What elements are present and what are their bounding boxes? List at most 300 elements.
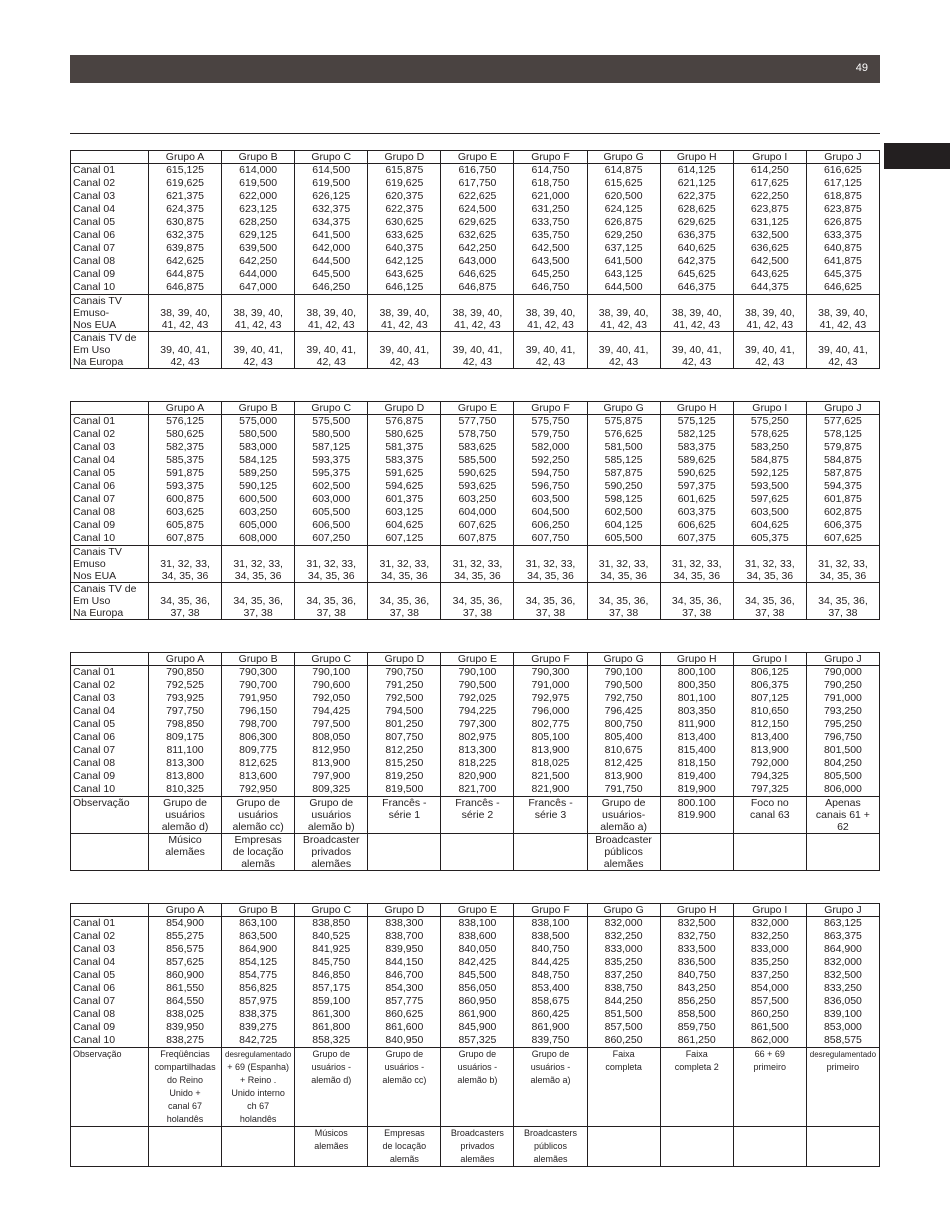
frequency-cell: 813,900 [733,744,806,757]
frequency-cell: 646,875 [441,281,514,295]
cell-line: Emuso [73,558,106,570]
frequency-cell: 791,000 [806,692,879,705]
frequency-cell: 606,500 [295,519,368,532]
frequency-cell: 626,875 [806,216,879,229]
frequency-cell: 580,625 [149,428,222,441]
tv-channels-cell [368,295,441,332]
frequency-cell: 838,700 [368,930,441,943]
frequency-cell: 797,900 [295,770,368,783]
frequency-cell: 797,300 [441,718,514,731]
frequency-cell: 842,725 [222,1034,295,1048]
frequency-cell: 615,875 [368,164,441,178]
observation-cell [441,1048,514,1127]
frequency-cell: 802,975 [441,731,514,744]
group-header: Grupo C [295,151,368,164]
tv-channels-cell [587,546,660,583]
cell-line: 800.100 [677,797,716,809]
frequency-cell: 792,050 [295,692,368,705]
frequency-cell: 619,500 [295,177,368,190]
group-header: Grupo H [660,904,733,917]
tv-channels-cell [660,583,733,620]
observation-cell [733,1127,806,1167]
frequency-cell: 833,250 [806,982,879,995]
row-label: Canal 09 [71,770,149,783]
frequency-cell: 603,500 [514,493,587,506]
row-label [71,295,149,332]
frequency-cell: 575,000 [222,415,295,429]
cell-line: usuários [165,809,205,821]
frequency-cell: 640,875 [806,242,879,255]
cell-line: 31, 32, 33, [744,558,795,570]
frequency-cell: 835,250 [587,956,660,969]
group-header: Grupo I [733,904,806,917]
observation-cell [368,1127,441,1167]
row-label: Canal 08 [71,506,149,519]
row-label [71,1127,149,1167]
cell-line: 37, 38 [535,607,566,619]
table-row [71,506,880,519]
group-header: Grupo J [806,653,879,666]
cell-line: 42, 43 [535,356,566,368]
group-header: Grupo J [806,904,879,917]
observation-cell [149,797,222,834]
cell-line: canal 63 [749,809,790,821]
frequency-cell: 794,500 [368,705,441,718]
row-label: Canal 02 [71,930,149,943]
cell-line: do Reino [167,1075,204,1085]
frequency-cell: 608,000 [222,532,295,546]
cell-line: 41, 42, 43 [673,319,721,331]
observation-cell [514,1048,587,1127]
header-row [71,904,880,917]
cell-line: 39, 40, 41, [306,344,357,356]
row-label: Canal 05 [71,216,149,229]
group-header: Grupo A [149,402,222,415]
observation-cell [368,1048,441,1127]
cell-line: usuários- [602,809,646,821]
frequency-cell: 809,175 [149,731,222,744]
frequency-cell: 860,950 [441,995,514,1008]
cell-line: Foco no [750,797,789,809]
cell-line: Francês - [382,797,427,809]
frequency-cell: 854,125 [222,956,295,969]
cell-line: Unido + [169,1088,201,1098]
frequency-cell: 642,625 [149,255,222,268]
row-label: Canal 02 [71,679,149,692]
frequency-cell: 838,500 [514,930,587,943]
cell-line: alemão cc) [382,1075,427,1085]
cell-line: 34, 35, 36, [744,595,795,607]
cell-line: série 2 [461,809,494,821]
frequency-cell: 614,875 [587,164,660,178]
frequency-cell: 619,500 [222,177,295,190]
frequency-cell: 589,625 [660,454,733,467]
header-row [71,653,880,666]
cell-line: + 69 (Espanha) [227,1062,290,1072]
frequency-cell: 594,750 [514,467,587,480]
frequency-cell: 592,250 [514,454,587,467]
frequency-cell: 591,625 [368,467,441,480]
row-label: Canal 06 [71,982,149,995]
frequency-cell: 642,375 [660,255,733,268]
frequency-cell: 605,375 [733,532,806,546]
frequency-cell: 836,500 [660,956,733,969]
cell-line: 41, 42, 43 [307,319,355,331]
group-header: Grupo J [806,402,879,415]
frequency-cell: 813,900 [295,757,368,770]
frequency-cell: 580,625 [368,428,441,441]
cell-line: privados [460,1141,495,1151]
cell-line: 34, 35, 36 [380,570,428,582]
frequency-cell: 837,250 [733,969,806,982]
cell-line: 34, 35, 36 [819,570,867,582]
row-label: Canal 03 [71,692,149,705]
tv-channels-cell [222,332,295,369]
cell-line: Grupo de [458,1049,497,1059]
frequency-cell: 790,250 [806,679,879,692]
cell-line: Broadcaster [595,834,652,846]
frequency-cell: 646,750 [514,281,587,295]
frequency-cell: 856,250 [660,995,733,1008]
frequency-cell: 577,750 [441,415,514,429]
observation-cell [295,1048,368,1127]
tv-channels-cell [587,583,660,620]
row-label: Canal 04 [71,203,149,216]
cell-line: alemães [314,1141,349,1151]
table-row [71,190,880,203]
cell-line: 31, 32, 33, [379,558,430,570]
frequency-cell: 813,600 [222,770,295,783]
row-label [71,834,149,871]
observation-cell [587,834,660,871]
frequency-cell: 845,900 [441,1021,514,1034]
frequency-cell: 812,425 [587,757,660,770]
frequency-cell: 844,250 [587,995,660,1008]
cell-line: 34, 35, 36, [379,595,430,607]
group-header: Grupo G [587,402,660,415]
table-row [71,467,880,480]
frequency-cell: 597,375 [660,480,733,493]
group-header: Grupo E [441,402,514,415]
row-label: Canal 09 [71,268,149,281]
cell-line: 42, 43 [828,356,858,368]
corner-cell [71,904,149,917]
cell-line: 34, 35, 36 [673,570,721,582]
cell-line: alemão b) [307,821,355,833]
cell-line: 31, 32, 33, [525,558,576,570]
cell-line: Em Uso [73,595,111,607]
frequency-cell: 628,625 [660,203,733,216]
frequency-cell: 583,375 [368,454,441,467]
tv-channels-cell [222,583,295,620]
cell-line: série 3 [534,809,567,821]
cell-line: Grupo de [531,1049,570,1059]
frequency-table-1 [70,150,880,369]
cell-line: alemãs [389,1154,419,1164]
cell-line: Grupo de [163,797,207,809]
frequency-cell: 821,700 [441,783,514,797]
observation-cell [368,797,441,834]
observation-cell [733,1048,806,1127]
cell-line: 34, 35, 36 [307,570,355,582]
frequency-cell: 810,675 [587,744,660,757]
frequency-cell: 810,325 [149,783,222,797]
frequency-cell: 617,625 [733,177,806,190]
frequency-cell: 603,625 [149,506,222,519]
frequency-cell: 794,225 [441,705,514,718]
cell-line: 42, 43 [243,356,273,368]
frequency-cell: 811,100 [149,744,222,757]
cell-line: usuários - [384,1062,425,1072]
table-row [71,969,880,982]
frequency-cell: 832,000 [733,917,806,931]
frequency-cell: 629,625 [660,216,733,229]
frequency-cell: 836,050 [806,995,879,1008]
cell-line: alemães [460,1154,495,1164]
tv-channels-cell [149,332,222,369]
frequency-cell: 645,625 [660,268,733,281]
cell-line: Freqüências [160,1049,210,1059]
frequency-cell: 803,350 [660,705,733,718]
tv-channels-cell [514,295,587,332]
table-row [71,744,880,757]
cell-line: Grupo de [312,1049,350,1059]
frequency-cell: 795,250 [806,718,879,731]
frequency-cell: 602,875 [806,506,879,519]
group-header: Grupo E [441,151,514,164]
cell-line: 38, 39, 40, [233,307,283,319]
frequency-cell: 858,575 [806,1034,879,1048]
row-label: Canal 10 [71,532,149,546]
frequency-cell: 838,600 [441,930,514,943]
frequency-cell: 861,900 [514,1021,587,1034]
cell-line: 38, 39, 40, [671,307,722,319]
frequency-cell: 790,100 [587,666,660,680]
frequency-cell: 581,500 [587,441,660,454]
table-row [71,956,880,969]
frequency-cell: 832,000 [806,956,879,969]
frequency-cell: 631,125 [733,216,806,229]
frequency-cell: 839,950 [368,943,441,956]
frequency-cell: 624,500 [441,203,514,216]
frequency-cell: 820,900 [441,770,514,783]
frequency-cell: 801,500 [806,744,879,757]
frequency-cell: 813,300 [149,757,222,770]
frequency-cell: 578,750 [441,428,514,441]
frequency-cell: 575,875 [587,415,660,429]
group-header: Grupo D [368,904,441,917]
frequency-cell: 841,925 [295,943,368,956]
group-header: Grupo D [368,653,441,666]
frequency-cell: 840,525 [295,930,368,943]
row-label: Canal 09 [71,519,149,532]
group-header: Grupo E [441,653,514,666]
cell-line: 37, 38 [462,607,493,619]
frequency-cell: 583,000 [222,441,295,454]
frequency-cell: 630,875 [149,216,222,229]
table-row [71,493,880,506]
frequency-cell: 806,375 [733,679,806,692]
cell-line: alemão a) [600,821,647,833]
row-label: Canal 02 [71,428,149,441]
table-row [71,679,880,692]
frequency-cell: 632,375 [295,203,368,216]
observation-cell [149,1048,222,1127]
row-label: Canal 04 [71,956,149,969]
row-label: Canal 05 [71,467,149,480]
frequency-cell: 617,125 [806,177,879,190]
frequency-cell: 604,625 [733,519,806,532]
frequency-cell: 619,625 [368,177,441,190]
frequency-cell: 642,000 [295,242,368,255]
row-label: Canal 08 [71,1008,149,1021]
cell-line: 38, 39, 40, [598,307,649,319]
cell-line: Apenas [825,797,861,809]
cell-line: 34, 35, 36 [161,570,209,582]
cell-line: 39, 40, 41, [379,344,430,356]
frequency-cell: 644,875 [149,268,222,281]
frequency-cell: 641,875 [806,255,879,268]
table-row [71,428,880,441]
cell-line: Canais TV de [73,332,137,344]
frequency-cell: 861,900 [441,1008,514,1021]
group-header: Grupo D [368,402,441,415]
frequency-cell: 821,500 [514,770,587,783]
cell-line: 34, 35, 36, [818,595,868,607]
tv-channels-cell [368,583,441,620]
frequency-cell: 640,625 [660,242,733,255]
tv-channels-cell [806,332,879,369]
frequency-cell: 616,625 [806,164,879,178]
frequency-cell: 790,000 [806,666,879,680]
frequency-cell: 791,950 [222,692,295,705]
frequency-cell: 639,500 [222,242,295,255]
frequency-cell: 797,500 [295,718,368,731]
observation-cell [222,834,295,871]
observation-row [71,797,880,834]
cell-line: Broadcaster [302,834,360,846]
frequency-cell: 840,750 [514,943,587,956]
frequency-cell: 633,625 [368,229,441,242]
cell-line: Na Europa [73,607,124,619]
frequency-cell: 607,625 [441,519,514,532]
frequency-cell: 792,000 [733,757,806,770]
frequency-cell: 861,300 [295,1008,368,1021]
cell-line: 37, 38 [243,607,273,619]
frequency-cell: 643,000 [441,255,514,268]
frequency-cell: 576,125 [149,415,222,429]
frequency-cell: 845,500 [441,969,514,982]
frequency-cell: 645,375 [806,268,879,281]
frequency-cell: 813,300 [441,744,514,757]
cell-line: 42, 43 [755,356,785,368]
frequency-table-4 [70,903,880,1167]
frequency-cell: 845,750 [295,956,368,969]
cell-line: Grupo de [385,1049,424,1059]
frequency-cell: 818,225 [441,757,514,770]
observation-row-2 [71,1127,880,1167]
frequency-cell: 842,425 [441,956,514,969]
group-header: Grupo B [222,402,295,415]
tv-channels-cell [149,546,222,583]
frequency-cell: 575,250 [733,415,806,429]
row-label: Canal 08 [71,757,149,770]
observation-cell [660,1127,733,1167]
tv-channels-cell [441,295,514,332]
cell-line: 41, 42, 43 [380,319,428,331]
frequency-cell: 792,500 [368,692,441,705]
table-row [71,415,880,429]
cell-line: 37, 38 [609,607,639,619]
row-label: Canal 10 [71,281,149,295]
frequency-cell: 629,625 [441,216,514,229]
table-row [71,268,880,281]
frequency-cell: 589,250 [222,467,295,480]
frequency-cell: 585,125 [587,454,660,467]
observation-cell [222,1048,295,1127]
table-row [71,731,880,744]
frequency-cell: 819,500 [368,783,441,797]
cell-line: 42, 43 [462,356,493,368]
frequency-cell: 643,625 [733,268,806,281]
tv-channels-cell [222,295,295,332]
frequency-cell: 643,625 [368,268,441,281]
cell-line: Nos EUA [73,319,117,331]
frequency-cell: 642,250 [222,255,295,268]
table-row [71,255,880,268]
frequency-cell: 603,375 [660,506,733,519]
row-label: Canal 09 [71,1021,149,1034]
frequency-cell: 848,750 [514,969,587,982]
observation-cell [149,1127,222,1167]
cell-line: 34, 35, 36 [234,570,282,582]
frequency-cell: 805,500 [806,770,879,783]
frequency-cell: 635,750 [514,229,587,242]
frequency-cell: 821,900 [514,783,587,797]
cell-line: 37, 38 [755,607,785,619]
row-label: Canal 03 [71,943,149,956]
frequency-cell: 633,375 [806,229,879,242]
frequency-cell: 790,700 [222,679,295,692]
frequency-cell: 629,125 [222,229,295,242]
frequency-cell: 601,375 [368,493,441,506]
cell-line: 41, 42, 43 [161,319,209,331]
frequency-cell: 641,500 [587,255,660,268]
frequency-cell: 575,500 [295,415,368,429]
frequency-cell: 641,500 [295,229,368,242]
frequency-cell: 606,375 [806,519,879,532]
frequency-cell: 621,375 [149,190,222,203]
cell-line: 41, 42, 43 [819,319,867,331]
cell-line: Na Europa [73,356,124,368]
frequency-cell: 583,375 [660,441,733,454]
observation-cell [295,797,368,834]
cell-line: 37, 38 [316,607,346,619]
frequency-cell: 629,250 [587,229,660,242]
observation-cell [368,834,441,871]
frequency-cell: 633,750 [514,216,587,229]
cell-line: + Reino . [240,1075,277,1085]
frequency-cell: 800,100 [660,666,733,680]
cell-line: Em Uso [73,344,111,356]
frequency-cell: 832,500 [806,969,879,982]
cell-line: 37, 38 [389,607,419,619]
row-label: Canal 05 [71,969,149,982]
cell-line: Grupo de [601,797,646,809]
table-row [71,930,880,943]
frequency-cell: 593,500 [733,480,806,493]
cell-line: 41, 42, 43 [600,319,647,331]
